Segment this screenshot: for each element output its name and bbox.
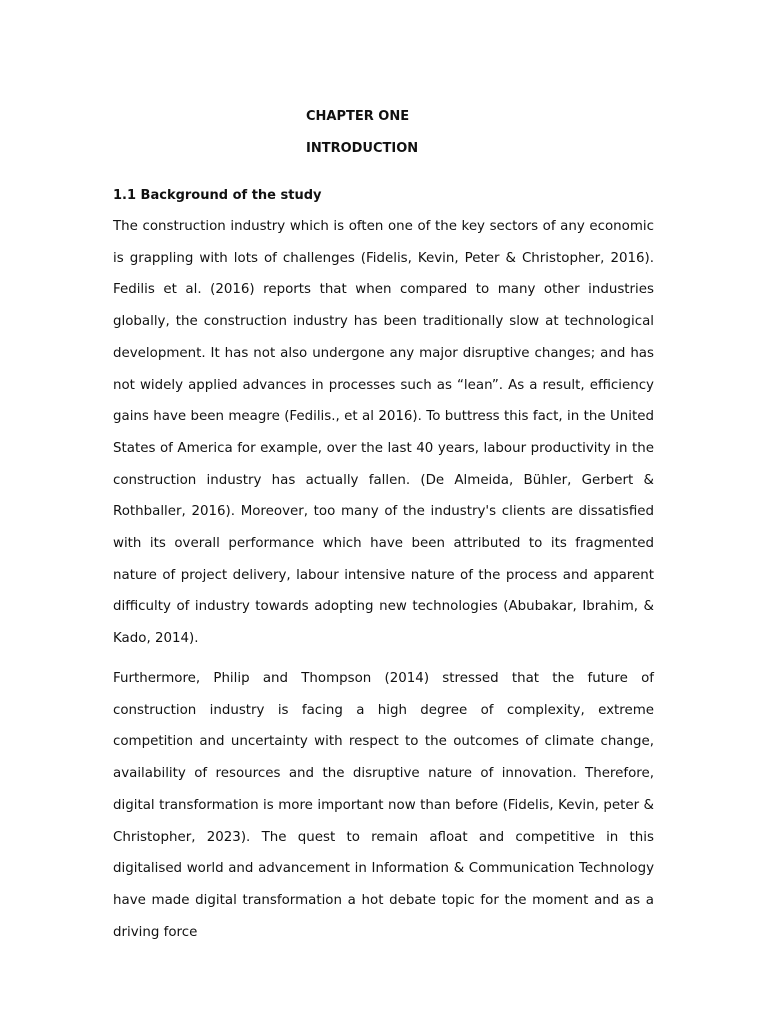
body-paragraph: Furthermore, Philip and Thompson (2014) stressed that the future of construction industry is facing a high degree of complexity, extreme competition and uncertainty with respect to the outcomes of climate change, availability of resources and the disruptive nature of innovation. Therefore, digital transformation is more important now than before (Fidelis, Kevin, peter & Christopher, 2023). The quest to remain afloat and competitive in this digitalised world and advancement in Information & Communication Technology have made digital transformation a hot debate topic for the moment and as a driving force xyxy=(113,671,654,940)
chapter-title: INTRODUCTION xyxy=(306,141,419,156)
chapter-heading xyxy=(306,108,418,172)
section-heading: 1.1 Background of the study xyxy=(113,188,322,203)
chapter-label: CHAPTER ONE xyxy=(306,109,410,124)
body-paragraph: The construction industry which is often one of the key sectors of any economic is grappling with lots of challenges (Fidelis, Kevin, Peter & Christopher, 2016). Fedilis et al. (2016) reports that when compared to many other industries globally, the construction industry has been traditionally slow at technological development. It has not also undergone any major disruptive changes; and has not widely applied advances in processes such as “lean”. As a result, efficiency gains have been meagre (Fedilis., et al 2016). To buttress this fact, in the United States of America for example, over the last 40 years, labour productivity in the construction industry has actually fallen. (De Almeida, Bühler, Gerbert & Rothballer, 2016). Moreover, too many of the industry's clients are dissatisfied with its overall performance which have been attributed to its fragmented nature of project delivery, labour intensive nature of the process and apparent difficulty of industry towards adopting new technologies (Abubakar, Ibrahim, & Kado, 2014). xyxy=(113,219,654,647)
